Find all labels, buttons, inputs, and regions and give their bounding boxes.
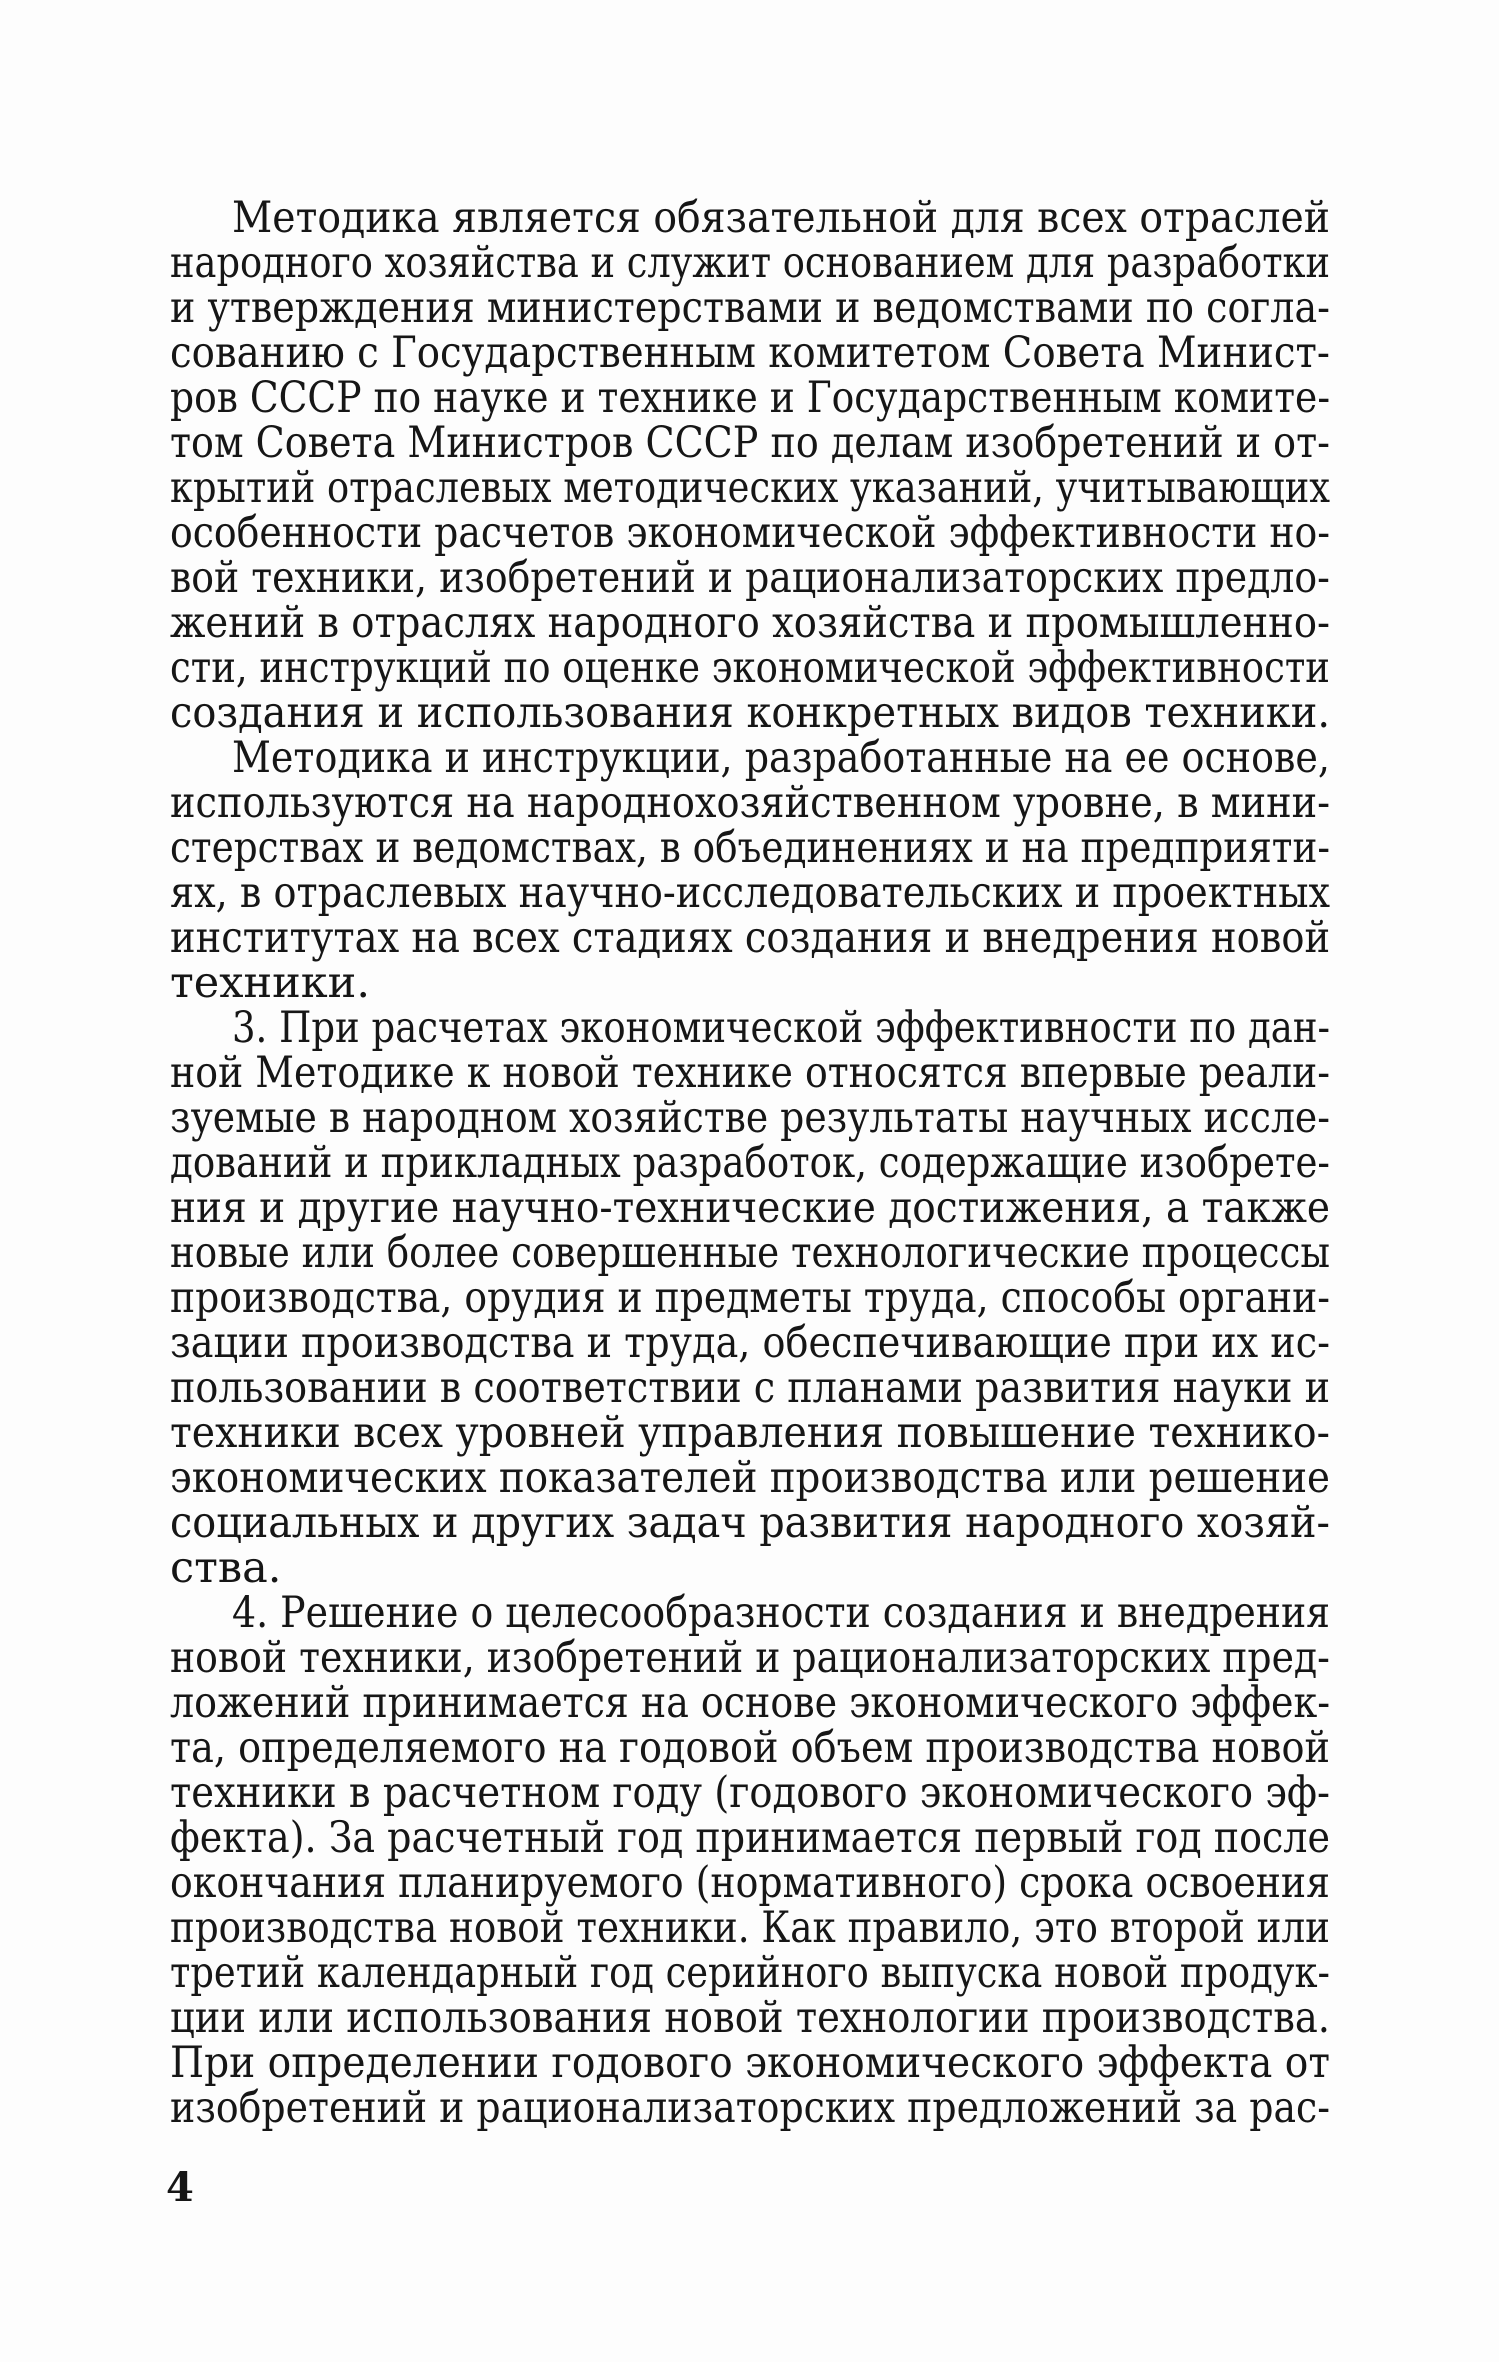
text-line [170,328,1330,378]
text-line-content: институтах на всех стадиях создания и внедрения новой [170,913,1331,963]
text-line-content: третий календарный год серийного выпуска новой продук- [170,1948,1330,1998]
text-line-content: Методика и инструкции, разработанные на ее основе, [232,733,1330,783]
text-line [170,1453,1330,1503]
text-line-content: производства, орудия и предметы труда, способы органи- [170,1273,1331,1323]
text-line-content: техники. [170,958,371,1008]
text-line [170,1993,1331,2043]
text-line [170,1363,1330,1413]
text-line [170,1678,1331,1728]
text-line-content: пользовании в соответствии с планами развития науки и [170,1363,1330,1413]
text-line [170,1588,1331,1638]
text-line [170,2083,1330,2133]
text-line-content: ния и другие научно-технические достижения, а также [170,1183,1331,1233]
text-line-content: вой техники, изобретений и рационализаторских предло- [170,553,1330,603]
text-line-content: 4. Решение о целесообразности создания и внедрения [232,1588,1331,1638]
text-line-content: новые или более совершенные технологические процессы [170,1228,1330,1278]
text-line-content: создания и использования конкретных видов техники. [170,688,1331,738]
text-line [170,1903,1331,1953]
text-line [170,238,1331,288]
text-line-content: ров СССР по науке и технике и Государственным комите- [170,373,1331,423]
text-line-content: ложений принимается на основе экономического эффек- [170,1678,1331,1728]
text-line [170,1273,1331,1323]
text-line-content: При определении годового экономического эффекта от [170,2038,1330,2088]
text-line [170,553,1330,603]
text-line-content: народного хозяйства и служит основанием для разработки [170,238,1331,288]
text-line [170,913,1331,963]
text-line-content: новой техники, изобретений и рационализаторских пред- [170,1633,1330,1683]
text-line [170,1498,1330,1548]
text-line-content: техники всех уровней управления повышение технико- [170,1408,1330,1458]
body-text [170,193,1331,2133]
text-line-content: социальных и других задач развития народного хозяй- [170,1498,1330,1548]
text-line-content: ства. [170,1543,282,1593]
text-line [170,1138,1330,1188]
text-line [170,823,1330,873]
text-line-content: экономических показателей производства или решение [170,1453,1330,1503]
text-line [170,1858,1330,1908]
text-line [170,1183,1331,1233]
text-line-content: зуемые в народном хозяйстве результаты научных иссле- [170,1093,1331,1143]
text-line-content: стерствах и ведомствах, в объединениях и на предприяти- [170,823,1330,873]
text-line-content: ции или использования новой технологии производства. [170,1993,1331,2043]
text-line-content: том Совета Министров СССР по делам изобретений и от- [170,418,1330,468]
text-line [170,688,1331,738]
text-line-content: Методика является обязательной для всех отраслей [232,193,1331,243]
text-line-content: используются на народнохозяйственном уровне, в мини- [170,778,1331,828]
text-line-content: зации производства и труда, обеспечивающие при их ис- [170,1318,1330,1368]
text-line-content: окончания планируемого (нормативного) срока освоения [170,1858,1330,1908]
text-line-content: дований и прикладных разработок, содержащие изобрете- [170,1138,1330,1188]
text-line-content: сти, инструкций по оценке экономической эффективности [170,643,1330,693]
text-line-content: 3. При расчетах экономической эффективности по дан- [232,1003,1330,1053]
text-line [170,1318,1330,1368]
text-line-content: крытий отраслевых методических указаний, учитывающих [170,463,1331,513]
text-line [170,868,1331,918]
text-line [170,1948,1330,1998]
text-line [170,643,1330,693]
text-line [170,2038,1330,2088]
text-line [170,958,1330,1008]
text-line-content: сованию с Государственным комитетом Совета Минист- [170,328,1330,378]
text-line [170,1768,1330,1818]
text-line-content: техники в расчетном году (годового экономического эф- [170,1768,1330,1818]
page-number: 4 [166,2164,194,2211]
text-line [170,1408,1330,1458]
text-line [170,733,1330,783]
text-line [170,1093,1331,1143]
text-line [170,373,1331,423]
text-line [170,1633,1330,1683]
text-line-content: жений в отраслях народного хозяйства и промышленно- [170,598,1331,648]
text-line [170,778,1331,828]
text-line [170,1003,1330,1053]
text-line [170,598,1331,648]
text-line [170,1228,1330,1278]
text-line [170,1048,1331,1098]
text-line [170,1813,1330,1863]
text-line-content: изобретений и рационализаторских предложений за рас- [170,2083,1330,2133]
text-line-content: ной Методике к новой технике относятся впервые реали- [170,1048,1331,1098]
text-line-content: производства новой техники. Как правило, это второй или [170,1903,1331,1953]
text-line [170,1723,1330,1773]
text-line [170,418,1330,468]
text-line-content: особенности расчетов экономической эффективности но- [170,508,1331,558]
text-line [170,508,1331,558]
text-line [170,463,1331,513]
text-line-content: ях, в отраслевых научно-исследовательских и проектных [170,868,1331,918]
text-line [170,1543,1330,1593]
text-line [170,283,1330,333]
text-line-content: и утверждения министерствами и ведомствами по согла- [170,283,1330,333]
text-line-content: фекта). За расчетный год принимается первый год после [170,1813,1330,1863]
text-line-content: та, определяемого на годовой объем производства новой [170,1723,1330,1773]
text-line [170,193,1331,243]
